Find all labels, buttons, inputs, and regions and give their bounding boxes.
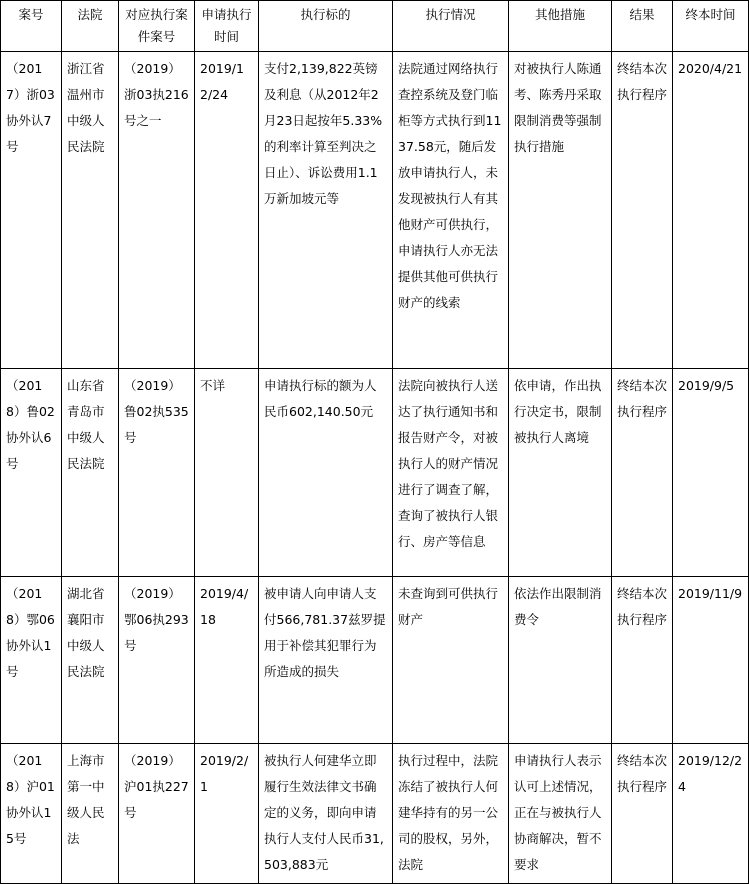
cell-end-time: 2019/12/24 [673,744,749,884]
table-row [1,369,749,577]
cell-situation: 法院向被执行人送达了执行通知书和报告财产令，对被执行人的财产情况进行了调查了解，查询了被执行人银行、房产等信息 [393,369,509,577]
cell-court: 山东省青岛市中级人民法院 [62,369,119,577]
cell-target: 被申请人向申请人支付566,781.37兹罗提用于补偿其犯罪行为所造成的损失 [259,577,393,744]
cell-target: 支付2,139,822英镑及利息（从2012年2月23日起按年5.33%的利率计算至判决之日止）、诉讼费用1.1万新加坡元等 [259,52,393,369]
cell-result: 终结本次执行程序 [612,577,673,744]
cell-court: 湖北省襄阳市中级人民法院 [62,577,119,744]
cell-situation: 未查询到可供执行财产 [393,577,509,744]
cell-result: 终结本次执行程序 [612,369,673,577]
cell-other-measures: 申请执行人表示认可上述情况，正在与被执行人协商解决，暂不要求 [509,744,612,884]
header-other-measures: 其他措施 [509,1,612,52]
header-apply-time: 申请执行时间 [195,1,259,52]
header-court: 法院 [62,1,119,52]
cell-end-time: 2019/9/5 [673,369,749,577]
cell-exec-case-no: （2019）鄂06执293号 [119,577,195,744]
cell-other-measures: 依申请，作出执行决定书，限制被执行人离境 [509,369,612,577]
cell-case-no: （2018）鲁02协外认6号 [1,369,62,577]
cell-case-no: （2018）沪01协外认15号 [1,744,62,884]
cell-other-measures: 对被执行人陈通考、陈秀丹采取限制消费等强制执行措施 [509,52,612,369]
cell-result: 终结本次执行程序 [612,52,673,369]
cell-exec-case-no: （2019）鲁02执535号 [119,369,195,577]
table-row [1,577,749,744]
table-row [1,52,749,369]
cell-court: 上海市第一中级人民法 [62,744,119,884]
cell-case-no: （2017）浙03协外认7号 [1,52,62,369]
cell-target: 被执行人何建华立即履行生效法律文书确定的义务，即向申请执行人支付人民币31,503,883元 [259,744,393,884]
cell-other-measures: 依法作出限制消费令 [509,577,612,744]
table-row [1,744,749,884]
header-result: 结果 [612,1,673,52]
cell-apply-time: 不详 [195,369,259,577]
header-situation: 执行情况 [393,1,509,52]
cell-end-time: 2020/4/21 [673,52,749,369]
cell-end-time: 2019/11/9 [673,577,749,744]
cell-apply-time: 2019/12/24 [195,52,259,369]
cell-result: 终结本次执行程序 [612,744,673,884]
header-end-time: 终本时间 [673,1,749,52]
header-exec-case-no: 对应执行案件案号 [119,1,195,52]
cell-situation: 法院通过网络执行查控系统及登门临柜等方式执行到1137.58元，随后发放申请执行人，未发现被执行人有其他财产可供执行，申请执行人亦无法提供其他可供执行财产的线索 [393,52,509,369]
cell-court: 浙江省温州市中级人民法院 [62,52,119,369]
cell-apply-time: 2019/4/18 [195,577,259,744]
header-target: 执行标的 [259,1,393,52]
cell-case-no: （2018）鄂06协外认1号 [1,577,62,744]
cell-exec-case-no: （2019）沪01执227号 [119,744,195,884]
cell-situation: 执行过程中，法院冻结了被执行人何建华持有的另一公司的股权，另外，法院 [393,744,509,884]
header-row [1,1,749,52]
cell-exec-case-no: （2019）浙03执216号之一 [119,52,195,369]
cell-apply-time: 2019/2/1 [195,744,259,884]
header-case-no: 案号 [1,1,62,52]
cell-target: 申请执行标的额为人民币602,140.50元 [259,369,393,577]
